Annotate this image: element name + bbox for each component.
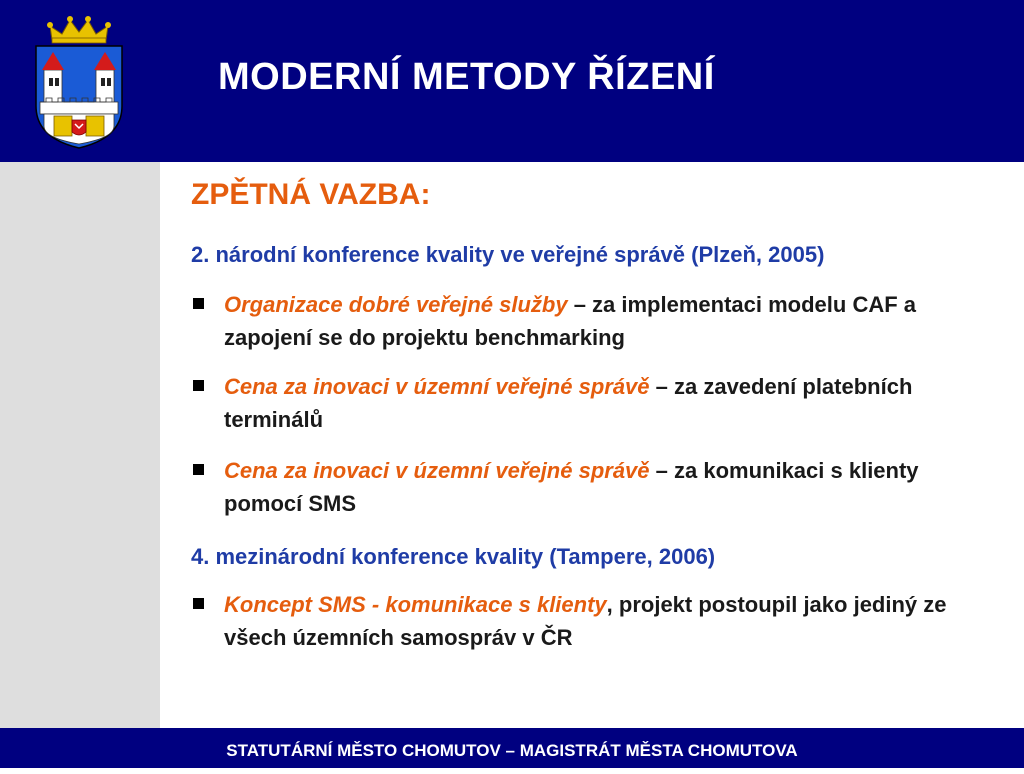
section-heading-national: 2. národní konference kvality ve veřejné správě (Plzeň, 2005) — [191, 242, 825, 267]
square-bullet-icon — [193, 598, 204, 609]
award-name: Organizace dobré veřejné služby — [224, 292, 568, 317]
footer-bar — [0, 728, 1024, 768]
award-name: Koncept SMS - komunikace s klienty — [224, 592, 607, 617]
section-heading-international: 4. mezinárodní konference kvality (Tampere, 2006) — [191, 544, 716, 569]
page-title: MODERNÍ METODY ŘÍZENÍ — [218, 56, 715, 98]
award-name: Cena za inovaci v územní veřejné správě — [224, 458, 650, 483]
award-description: – za zavedení platebních terminálů — [224, 374, 913, 432]
award-description: – za komunikaci s klienty pomocí SMS — [224, 458, 919, 516]
city-coat-of-arms-icon — [30, 14, 128, 150]
square-bullet-icon — [193, 298, 204, 309]
square-bullet-icon — [193, 464, 204, 475]
footer-text: STATUTÁRNÍ MĚSTO CHOMUTOV – MAGISTRÁT MĚSTA CHOMUTOVA — [226, 741, 798, 760]
square-bullet-icon — [193, 380, 204, 391]
header-bar — [0, 0, 1024, 162]
slide-subtitle: ZPĚTNÁ VAZBA: — [191, 178, 431, 211]
award-name: Cena za inovaci v územní veřejné správě — [224, 374, 650, 399]
left-sidebar-band — [0, 162, 160, 728]
award-description: , projekt postoupil jako jediný ze všech územních samospráv v ČR — [224, 592, 947, 650]
award-description: – za implementaci modelu CAF a zapojení se do projektu benchmarking — [224, 292, 917, 350]
